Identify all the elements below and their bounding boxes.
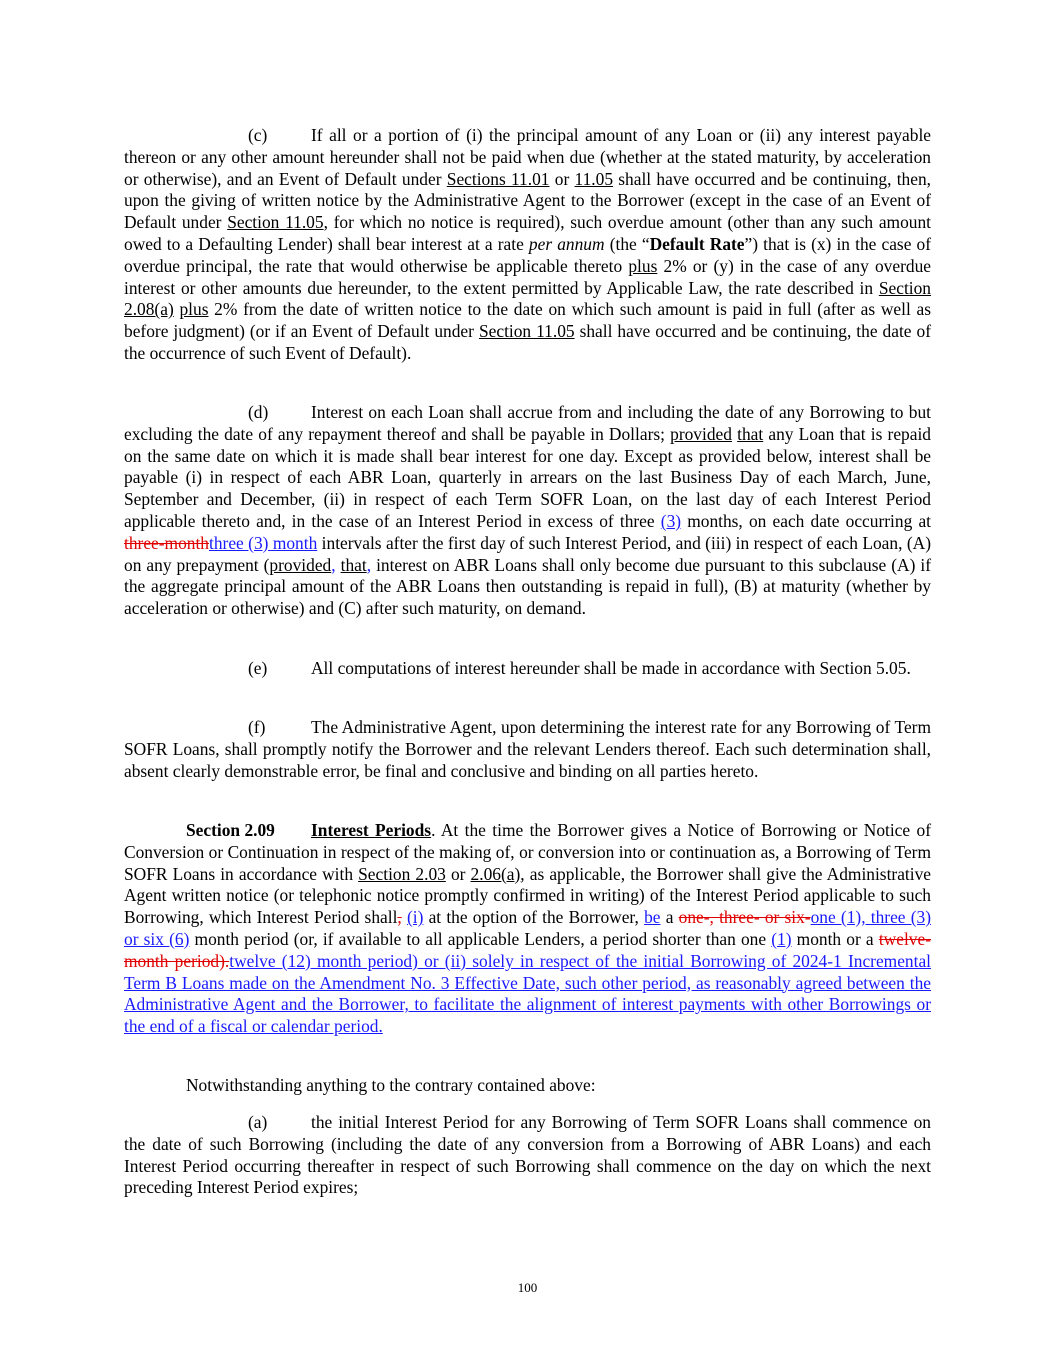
section-reference: Section 11.05 <box>478 321 575 342</box>
paragraph-a: (a) the initial Interest Period for any Borrowing of Term SOFR Loans shall commence on the date of such Borrowing (including the date of any conversion from a Borrowing of ABR Loans) and each Interest Period occurring thereafter in respect of such Borrowing shall commence on the day on which the next preceding Interest Period expires; <box>124 1112 931 1198</box>
section-reference: 2.06(a) <box>470 863 521 884</box>
section-reference: Section 2.08(a) <box>124 277 931 320</box>
inserted-text: , <box>331 554 336 575</box>
inserted-text: (1) <box>771 928 792 949</box>
inserted-text: one (1), three (3) or six (6) <box>124 907 931 949</box>
section-2-09: Section 2.09 Interest Periods. At the time the Borrower gives a Notice of Borrowing or Notice of Conversion or Continuation in respect of the making of, or conversion into or continuation as, a Borrowing of Term SOFR Loans in accordance with Section 2.03 or 2.06(a), as applicable, the Borrower shall give the Administrative Agent written notice (or telephonic notice promptly confirmed in writing) of the Interest Period applicable to such Borrowing, which Interest Period shall, (i) at the option of the Borrower, be a one-, three- or six-one (1), three (3) or six (6) month period (or, if available to all applicable Lenders, a period shorter than one (1) month or a twelve-month period).twelve (12) month period) or (ii) solely in respect of the initial Borrowing of 2024-1 Incremental Term B Loans made on the Amendment No. 3 Effective Date, such other period, as reasonably agreed between the Administrative Agent and the Borrower, to facilitate the alignment of interest payments with other Borrowings or the end of a fiscal or calendar period. <box>124 820 932 1037</box>
inserted-text: , <box>366 554 372 575</box>
section-reference: Sections 11.01 <box>446 168 550 189</box>
inserted-text: (3) <box>660 510 682 531</box>
paragraph-f: (f) The Administrative Agent, upon determining the interest rate for any Borrowing of Term SOFR Loans, shall promptly notify the Borrower and the relevant Lenders thereof. Each such determination shall, absent clearly demonstrable error, be final and conclusive and binding on all parties hereto. <box>124 717 931 781</box>
underlined-term: provided <box>670 423 732 444</box>
deleted-text: three-month <box>124 532 209 553</box>
clause-number: (d) <box>248 402 269 422</box>
section-reference: Section 2.03 <box>358 863 446 884</box>
clause-number: (f) <box>248 717 266 737</box>
underlined-term: provided <box>269 554 332 575</box>
clause-number: (c) <box>248 125 268 145</box>
underlined-term: that <box>737 423 764 444</box>
section-reference: 11.05 <box>574 168 614 189</box>
section-number: Section 2.09 <box>186 820 275 840</box>
section-heading: Interest Periods <box>311 820 432 840</box>
notwithstanding-paragraph: Notwithstanding anything to the contrary contained above: <box>186 1075 596 1095</box>
inserted-text: three (3) month <box>209 532 318 553</box>
underlined-term: plus <box>179 299 209 320</box>
section-reference: Section 11.05 <box>227 212 324 233</box>
underlined-term: plus <box>628 255 658 276</box>
paragraph-d: (d) Interest on each Loan shall accrue from and including the date of any Borrowing to but excluding the date of any repayment thereof and shall be payable in Dollars; provided that any Loan that is repaid on the same date on which it is made shall bear interest for one day. Except as provided below, interest shall be payable (i) in respect of each ABR Loan, quarterly in arrears on the last Business Day of each March, June, September and December, (ii) in respect of each Term SOFR Loan, on the last day of each Interest Period applicable thereto and, in the case of an Interest Period in excess of three (3) months, on each date occurring at three-monththree (3) month intervals after the first day of such Interest Period, and (iii) in respect of each Loan, (A) on any prepayment (provided, that, interest on ABR Loans shall only become due pursuant to this subclause (A) if the aggregate principal amount of the ABR Loans then outstanding is repaid in full), (B) at maturity (whether by acceleration or otherwise) and (C) after such maturity, on demand. <box>124 402 931 619</box>
inserted-text: (i) <box>406 907 424 928</box>
page-number: 100 <box>517 1280 538 1295</box>
inserted-text: be <box>644 907 661 928</box>
inserted-text: twelve (12) month period) or (ii) solely in respect of the initial Borrowing of 2024-1 Incremental Term B Loans made on the Amendment No. 3 Effective Date, such other period, as reasonably agreed between the Administrative Agent and the Borrower, to facilitate the alignment of interest payments with other Borrowings or the end of a fiscal or calendar period. <box>124 950 932 1037</box>
deleted-text: twelve-month period). <box>124 928 931 971</box>
clause-number: (a) <box>248 1112 268 1132</box>
paragraph-c: (c) If all or a portion of (i) the principal amount of any Loan or (ii) any interest payable thereon or any other amount hereunder shall not be paid when due (whether at the stated maturity, by acceleration or otherwise), and an Event of Default under Sections 11.01 or 11.05 shall have occurred and be continuing, then, upon the giving of written notice by the Administrative Agent to the Borrower (except in the case of an Event of Default under Section 11.05, for which no notice is required), such overdue amount (other than any such amount owed to a Defaulting Lender) shall bear interest at a rate per annum (the “Default Rate”) that is (x) in the case of overdue principal, the rate that would otherwise be applicable thereto plus 2% or (y) in the case of any overdue interest or other amounts due hereunder, to the extent permitted by Applicable Law, the rate described in Section 2.08(a) plus 2% from the date of written notice to the date on which such amount is paid in full (after as well as before judgment) (or if an Event of Default under Section 11.05 shall have occurred and be continuing, the date of the occurrence of such Event of Default). <box>124 125 932 363</box>
paragraph-e: (e) All computations of interest hereunder shall be made in accordance with Section 5.05. <box>248 658 911 678</box>
deleted-text: , <box>397 907 402 928</box>
deleted-text: one-, three- or six- <box>678 907 811 928</box>
italic-term: per annum <box>528 233 605 254</box>
clause-number: (e) <box>248 658 268 678</box>
underlined-term: that <box>340 554 367 575</box>
defined-term: Default Rate <box>649 233 745 254</box>
